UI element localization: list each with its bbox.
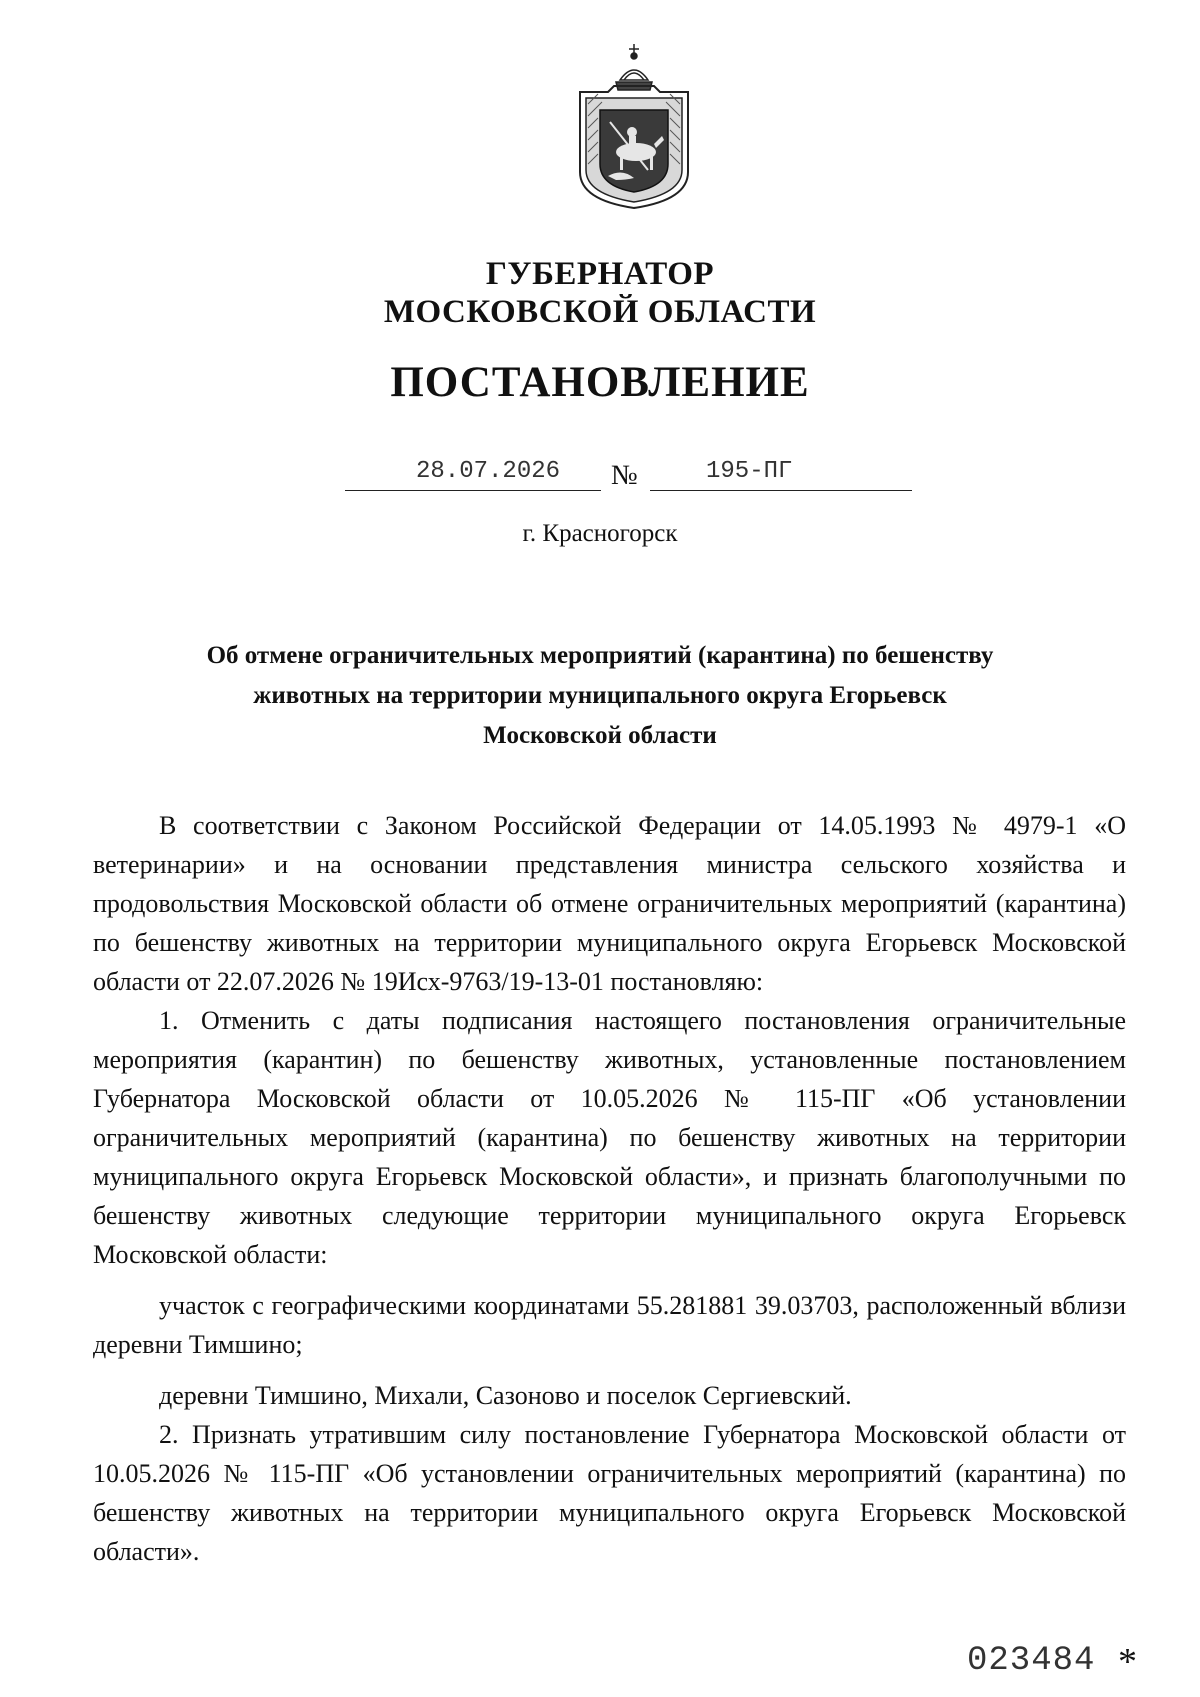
- number-sign: №: [611, 460, 638, 491]
- heading-line: Московской области: [483, 722, 717, 749]
- heading-line: Об отмене ограничительных мероприятий (карантина) по бешенству: [206, 642, 994, 669]
- document-date: 28.07.2026: [416, 458, 561, 485]
- issuer-title: ГУБЕРНАТОР: [485, 256, 715, 292]
- heading-line: животных на территории муниципального округа Егорьевск: [253, 682, 947, 709]
- item-1-territory-b: деревни Тимшино, Михали, Сазоново и поселок Сергиевский.: [159, 1381, 852, 1410]
- document-body: [93, 806, 1126, 1571]
- item-2-paragraph: 2. Признать утратившим силу постановление Губернатора Московской области от 10.05.2026 № 115-ПГ «Об установлении ограничительных мероприятий (карантина) по бешенству животных на территории муниципального округа Егорьевск Московской области».: [93, 1420, 1126, 1566]
- form-serial-number: 023484: [967, 1642, 1096, 1680]
- issuer-region: МОСКОВСКОЙ ОБЛАСТИ: [383, 294, 817, 330]
- coat-of-arms-icon: [568, 40, 700, 212]
- serial-mark: *: [1118, 1641, 1137, 1683]
- document-number: 195-ПГ: [706, 458, 793, 485]
- preamble-paragraph: В соответствии с Законом Российской Федерации от 14.05.1993 № 4979-1 «О ветеринарии» и на основании представления министра сельского хозяйства и продовольствия Московской области об отмене ограничительных мероприятий (карантина) по бешенству животных на территории муниципального округа Егорьевск Московской области от 22.07.2026 № 19Исх-9763/19-13-01 постановляю:: [93, 811, 1126, 996]
- item-1-territory-a: участок с географическими координатами 55.281881 39.03703, расположенный вблизи деревни Тимшино;: [93, 1291, 1126, 1359]
- item-1-paragraph: 1. Отменить с даты подписания настоящего постановления ограничительные мероприятия (карантин) по бешенству животных, установленные постановлением Губернатора Московской области от 10.05.2026 № 115-ПГ «Об установлении ограничительных мероприятий (карантина) по бешенству животных на территории муниципального округа Егорьевск Московской области», и признать благополучными по бешенству животных следующие территории муниципального округа Егорьевск Московской области:: [93, 1006, 1126, 1269]
- document-type: ПОСТАНОВЛЕНИЕ: [390, 359, 810, 406]
- document-heading: [140, 636, 1060, 756]
- issue-city: г. Красногорск: [522, 520, 678, 547]
- registration-row: [0, 456, 1200, 496]
